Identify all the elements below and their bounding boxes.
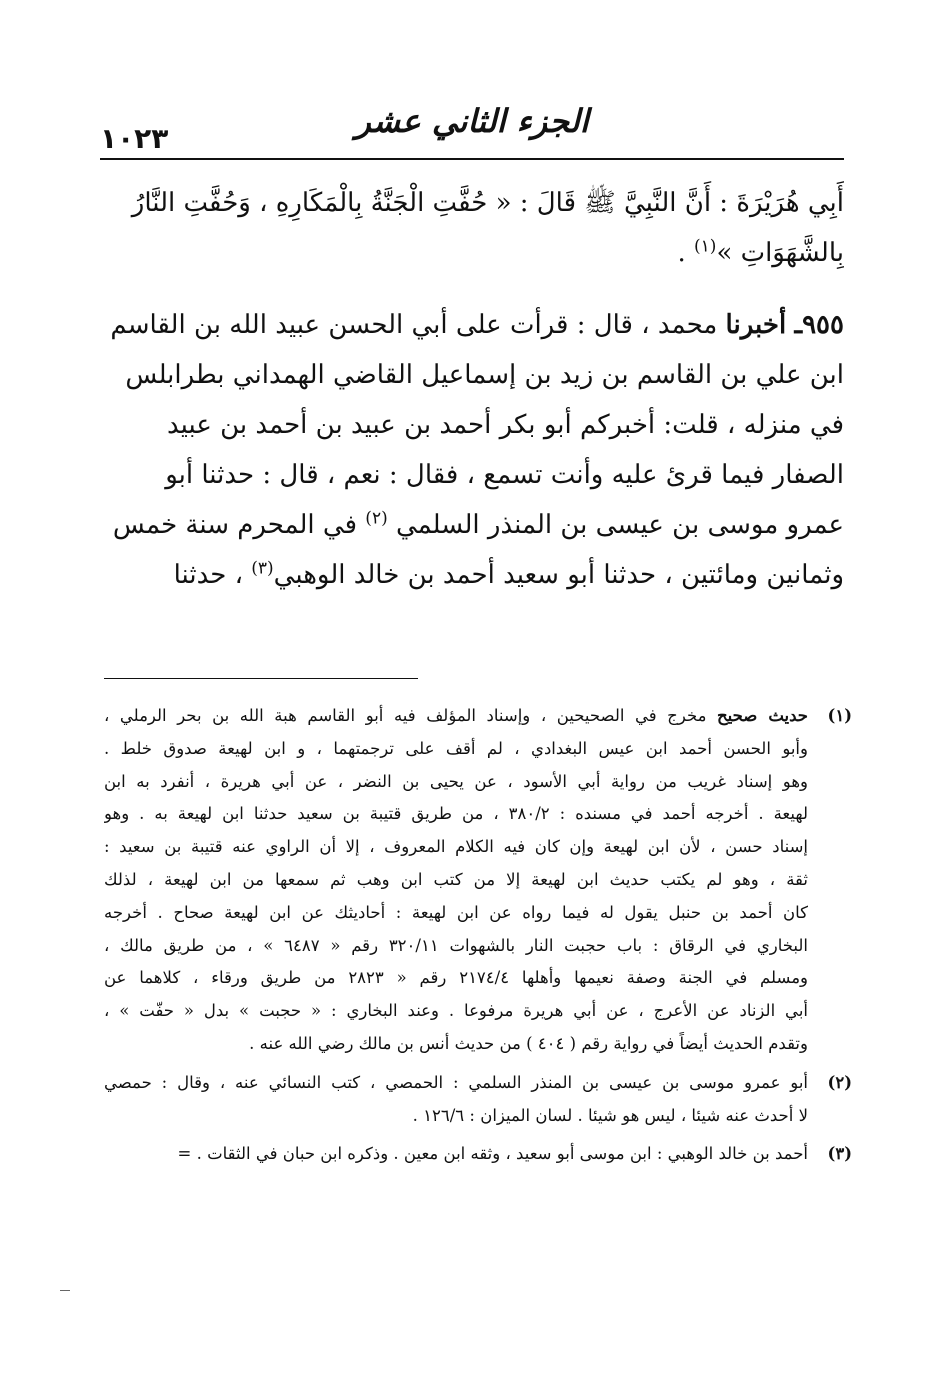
footnote-line: ثقة ، وهو لم يكتب حديث ابن لهيعة إلا من كتب ابن وهب ثم سمعها من ابن لهيعة ، لذلك bbox=[104, 869, 808, 889]
body-line-text: محمد ، قال : قرأت على أبي الحسن عبيد الله بن القاسم bbox=[110, 310, 726, 340]
footnote-ref-1: (١) bbox=[694, 236, 717, 257]
footnote-line: أبو عمرو موسى بن عيسى بن المنذر السلمي : الحمصي ، كتب النسائي عنه ، وقال : حمصي bbox=[104, 1072, 808, 1092]
footnote-body bbox=[104, 1138, 808, 1171]
main-text bbox=[104, 178, 844, 600]
footnote-marker: (٢) bbox=[827, 1072, 852, 1092]
running-title: الجزء الثاني عشر bbox=[355, 102, 589, 140]
footnote-line: وتقدم الحديث أيضاً في رواية رقم ( ٤٠٤ ) من حديث أنس بن مالك رضي الله عنه . bbox=[249, 1033, 808, 1053]
footnotes bbox=[104, 700, 852, 1177]
footnote-2 bbox=[104, 1067, 852, 1133]
footnote-3 bbox=[104, 1138, 852, 1171]
footnote-line: كان أحمد بن حنبل يقول له فيما رواه عن ابن لهيعة : أحاديثك عن ابن لهيعة صحاح . أخرجه bbox=[104, 902, 808, 922]
body-line-text: في المحرم سنة خمس bbox=[112, 510, 366, 540]
hadith-955 bbox=[104, 300, 844, 600]
body-line bbox=[104, 300, 844, 350]
body-line bbox=[104, 550, 844, 600]
body-line-text: ، حدثنا bbox=[173, 560, 252, 590]
footnote-line: لا أحدث عنه شيئا ، ليس هو شيئا . لسان الميزان : ١٢٦/٦ . bbox=[412, 1105, 808, 1125]
footnote-line-text: مخرج في الصحيحين ، وإسناد المؤلف فيه أبو القاسم هبة الله بن بحر الرملي ، bbox=[104, 706, 717, 725]
body-line: أَبِي هُرَيْرَةَ : أَنَّ النَّبِيَّ ﷺ قَالَ : « حُفَّتِ الْجَنَّةُ بِالْمَكَارِهِ ، وَحُفَّتِ النَّارُ bbox=[131, 188, 844, 218]
footnote-line: البخاري في الرقاق : باب حجبت النار بالشهوات ٣٢٠/١١ رقم « ٦٤٨٧ » ، من طريق مالك ، bbox=[104, 935, 808, 955]
footnote-marker: (١) bbox=[827, 706, 852, 725]
body-line bbox=[104, 228, 844, 278]
body-line: الصفار فيما قرئ عليه وأنت تسمع ، فقال : نعم ، قال : حدثنا أبو bbox=[165, 460, 844, 490]
akhbarana-word: أخبرنا bbox=[725, 310, 787, 340]
body-line bbox=[104, 500, 844, 550]
footnote-body bbox=[104, 700, 808, 1061]
scan-mark bbox=[60, 1290, 70, 1291]
body-line-text: بِالشَّهَوَاتِ » bbox=[716, 238, 844, 268]
body-line: في منزله ، قلت: أخبركم أبو بكر أحمد بن عبيد بن أحمد بن عبيد bbox=[167, 410, 844, 440]
hadith-number: ٩٥٥ـ bbox=[794, 310, 844, 340]
body-line-text: وثمانين ومائتين ، حدثنا أبو سعيد أحمد بن خالد الوهبي bbox=[273, 560, 844, 590]
footnote-ref-3: (٣) bbox=[251, 558, 274, 579]
footnote-line: لهيعة . أخرجه أحمد في مسنده : ٣٨٠/٢ ، من طريق قتيبة بن سعيد حدثنا ابن لهيعة به . وهو bbox=[104, 804, 808, 824]
body-line-text: عمرو موسى بن عيسى بن المنذر السلمي bbox=[387, 510, 844, 540]
footnote-1 bbox=[104, 700, 852, 1061]
grading-label: حديث صحيح bbox=[716, 706, 808, 725]
footnote-line: إسناد حسن ، لأن ابن لهيعة وإن كان فيه الكلام المعروف ، إلا أن الراوي عنه قتيبة بن سعيد : bbox=[104, 837, 808, 857]
body-line-end: . bbox=[677, 238, 695, 268]
footnote-marker: (٣) bbox=[827, 1144, 852, 1164]
footnote-line: ومسلم في الجنة وصفة نعيمها وأهلها ٢١٧٤/٤ رقم « ٢٨٢٣ من طريق ورقاء ، كلاهما عن bbox=[104, 968, 808, 988]
footnote-line: وأبو الحسن أحمد ابن عيس البغدادي ، لم أقف على ترجمتهما ، و ابن لهيعة صدوق خلط . bbox=[104, 738, 808, 758]
footnote-line: وهو إسناد غريب من رواية أبي الأسود ، عن يحيى بن النضر ، عن أبي هريرة ، أنفرد به ابن bbox=[104, 771, 808, 791]
footnote-body bbox=[104, 1067, 808, 1133]
previous-paragraph-end bbox=[104, 178, 844, 278]
footnote-ref-2: (٢) bbox=[365, 508, 388, 529]
footnote-line: أبي الزناد عن الأعرج ، عن أبي هريرة مرفوعا . وعند البخاري : « حجبت » بدل « حفّت » ، bbox=[104, 1001, 808, 1021]
header-rule bbox=[100, 158, 844, 160]
page-header bbox=[100, 98, 844, 160]
body-line: ابن علي بن القاسم بن زيد بن إسماعيل القاضي الهمداني بطرابلس bbox=[125, 360, 844, 390]
footnotes-separator bbox=[104, 678, 418, 679]
footnote-line: أحمد بن خالد الوهبي : ابن موسى أبو سعيد ، وثقه ابن معين . وذكره ابن حبان في الثقات . = bbox=[177, 1144, 808, 1164]
page-number: ١٠٢٣ bbox=[100, 122, 169, 155]
footnote-line bbox=[104, 700, 808, 733]
